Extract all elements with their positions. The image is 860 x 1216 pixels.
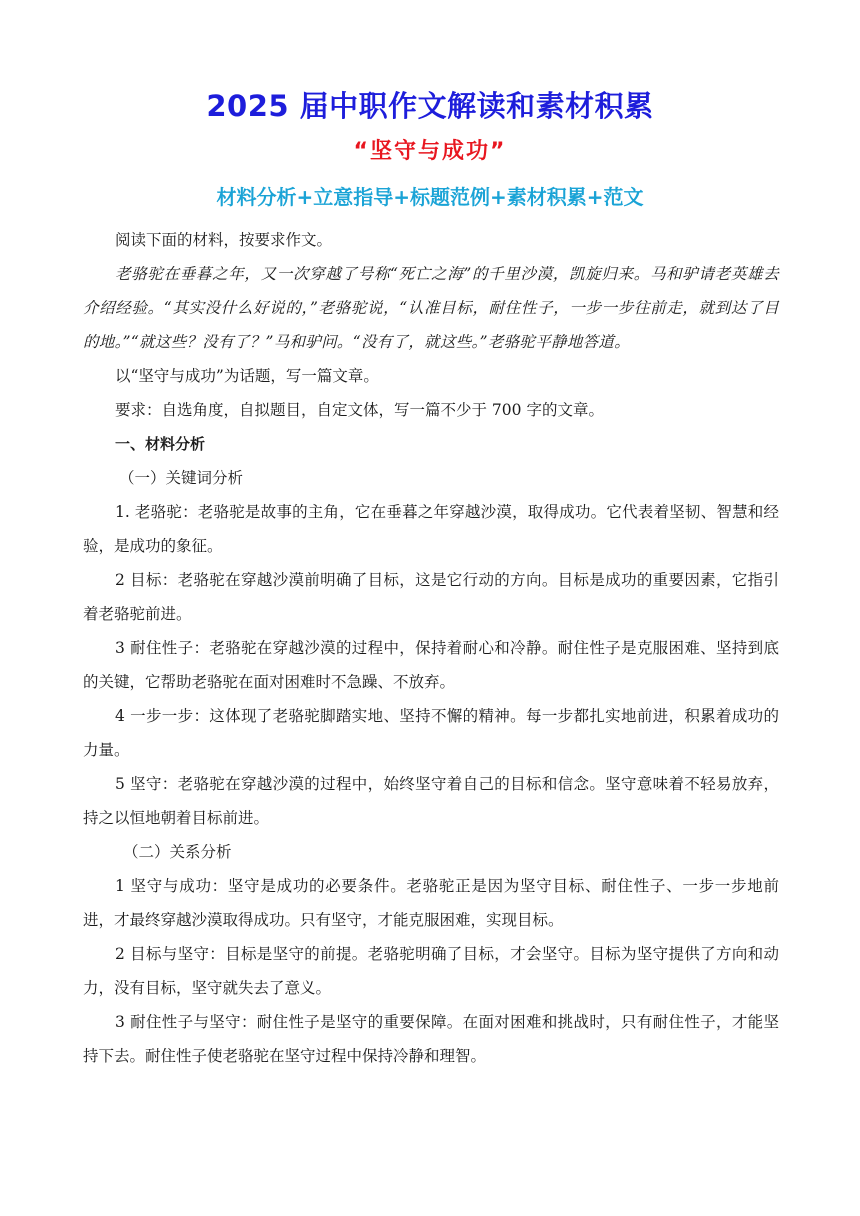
intro-paragraph: 阅读下面的材料，按要求作文。	[115, 231, 333, 249]
keyword-item: 4 一步一步：这体现了老骆驼脚踏实地、坚持不懈的精神。每一步都扎实地前进，积累着成功的力量。	[83, 707, 779, 759]
topic-subtitle: “坚守与成功”	[353, 139, 507, 164]
document-body	[83, 223, 779, 1073]
topic-paragraph: 以“坚守与成功”为话题，写一篇文章。	[115, 367, 379, 385]
subheading-keyword-analysis: （一）关键词分析	[119, 469, 244, 487]
story-paragraph: 老骆驼在垂暮之年，又一次穿越了号称“死亡之海”的千里沙漠，凯旋归来。马和驴请老英雄去介绍经验。“其实没什么好说的，”老骆驼说，“认准目标，耐住性子，一步一步往前走，就到达了目的地。”“就这些？没有了？”马和驴问。“没有了，就这些。”老骆驼平静地答道。	[83, 265, 779, 351]
section-heading-material-analysis: 一、材料分析	[115, 435, 206, 453]
requirement-paragraph: 要求：自选角度，自拟题目，自定文体，写一篇不少于 700 字的文章。	[115, 401, 604, 419]
keyword-item: 1. 老骆驼：老骆驼是故事的主角，它在垂暮之年穿越沙漠，取得成功。它代表着坚韧、智慧和经验，是成功的象征。	[83, 503, 779, 555]
relation-item: 3 耐住性子与坚守：耐住性子是坚守的重要保障。在面对困难和挑战时，只有耐住性子，才能坚持下去。耐住性子使老骆驼在坚守过程中保持冷静和理智。	[83, 1013, 779, 1065]
keyword-item: 5 坚守：老骆驼在穿越沙漠的过程中，始终坚守着自己的目标和信念。坚守意味着不轻易放弃，持之以恒地朝着目标前进。	[83, 775, 779, 827]
subheading-relation-analysis: （二）关系分析	[123, 843, 232, 861]
keyword-item: 2 目标：老骆驼在穿越沙漠前明确了目标，这是它行动的方向。目标是成功的重要因素，它指引着老骆驼前进。	[83, 571, 779, 623]
relation-item: 2 目标与坚守：目标是坚守的前提。老骆驼明确了目标，才会坚守。目标为坚守提供了方向和动力，没有目标，坚守就失去了意义。	[83, 945, 779, 997]
keyword-item: 3 耐住性子：老骆驼在穿越沙漠的过程中，保持着耐心和冷静。耐住性子是克服困难、坚持到底的关键，它帮助老骆驼在面对困难时不急躁、不放弃。	[83, 639, 779, 691]
page-title: 2025 届中职作文解读和素材积累	[206, 89, 654, 123]
sections-overview: 材料分析+立意指导+标题范例+素材积累+范文	[216, 185, 644, 209]
relation-item: 1 坚守与成功：坚守是成功的必要条件。老骆驼正是因为坚守目标、耐住性子、一步一步地前进，才最终穿越沙漠取得成功。只有坚守，才能克服困难，实现目标。	[83, 877, 779, 929]
